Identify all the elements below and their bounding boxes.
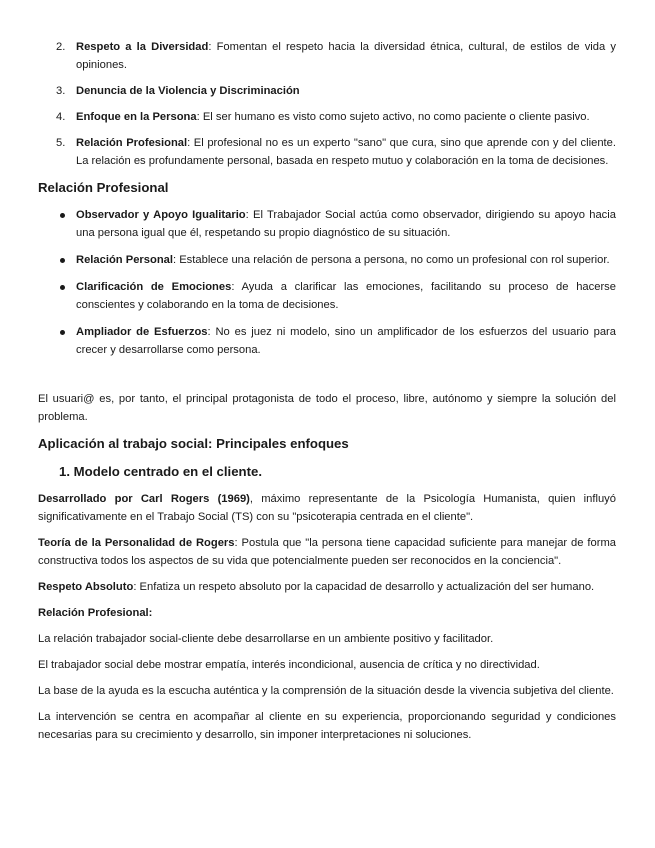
subsection-title: Modelo centrado en el cliente. xyxy=(73,464,262,479)
item-text: : El Trabajador Social actúa como observador, dirigiendo su apoyo hacia una persona igual que él, respetando su propio diagnóstico de su situación. xyxy=(76,209,616,239)
item-term: Ampliador de Esfuerzos xyxy=(76,326,208,338)
paragraph xyxy=(38,708,616,744)
item-term: Relación Profesional xyxy=(76,137,188,149)
principles-list xyxy=(38,38,616,170)
bullet-icon xyxy=(60,285,65,290)
paragraph-text: La intervención se centra en acompañar al cliente en su experiencia, proporcionando seguridad y condiciones necesarias para su crecimiento y desarrollo, sin imponer interpretaciones ni soluciones. xyxy=(38,711,616,741)
item-term: Observador y Apoyo Igualitario xyxy=(76,209,246,221)
item-text: : Fomentan el respeto hacia la diversidad étnica, cultural, de estilos de vida y opiniones. xyxy=(76,41,616,71)
subsection-number: 1. xyxy=(59,464,70,479)
item-number: 2. xyxy=(56,41,66,53)
item-text: : No es juez ni modelo, sino un amplificador de los esfuerzos del usuario para crecer y desarrollarse como persona. xyxy=(76,326,616,356)
paragraph-text: : Postula que "la persona tiene capacidad suficiente para manejar de forma constructiva todos los aspectos de su vida que potencialmente pueden ser reconocidos en la conciencia". xyxy=(38,537,616,567)
list-item xyxy=(38,38,616,74)
paragraph xyxy=(38,604,616,622)
list-item xyxy=(38,82,616,100)
document-body xyxy=(38,38,616,752)
paragraph-text: El trabajador social debe mostrar empatía, interés incondicional, ausencia de crítica y no directividad. xyxy=(38,659,540,671)
paragraph-text: La relación trabajador social-cliente debe desarrollarse en un ambiente positivo y facilitador. xyxy=(38,633,494,645)
paragraph-term: Teoría de la Personalidad de Rogers xyxy=(38,537,235,549)
item-term: Clarificación de Emociones xyxy=(76,281,232,293)
list-item xyxy=(38,134,616,170)
paragraph xyxy=(38,656,616,674)
paragraph xyxy=(38,490,616,526)
paragraph xyxy=(38,534,616,570)
paragraph xyxy=(38,578,616,596)
item-term: Denuncia de la Violencia y Discriminación xyxy=(76,85,300,97)
item-text: : El ser humano es visto como sujeto activo, no como paciente o cliente pasivo. xyxy=(196,111,590,123)
list-item xyxy=(38,278,616,314)
item-term: Respeto a la Diversidad xyxy=(76,41,209,53)
subsection-heading xyxy=(38,462,616,482)
bullet-icon xyxy=(60,258,65,263)
list-item xyxy=(38,108,616,126)
section-heading: Aplicación al trabajo social: Principales enfoques xyxy=(38,436,349,451)
paragraph xyxy=(38,630,616,648)
section-heading: Relación Profesional xyxy=(38,180,169,195)
item-term: Relación Personal xyxy=(76,254,173,266)
bullet-list xyxy=(38,206,616,359)
item-number: 3. xyxy=(56,85,66,97)
paragraph-text: : Enfatiza un respeto absoluto por la capacidad de desarrollo y actualización del ser humano. xyxy=(133,581,595,593)
item-term: Enfoque en la Persona xyxy=(76,111,197,123)
list-item xyxy=(38,251,616,269)
paragraph xyxy=(38,682,616,700)
paragraph-term: Respeto Absoluto xyxy=(38,581,134,593)
bullet-icon xyxy=(60,330,65,335)
bullet-icon xyxy=(60,213,65,218)
list-item xyxy=(38,206,616,242)
list-item xyxy=(38,323,616,359)
summary-paragraph: El usuari@ es, por tanto, el principal protagonista de todo el proceso, libre, autónomo y siempre la solución del problema. xyxy=(38,393,616,423)
paragraph-term: Desarrollado por Carl Rogers (1969) xyxy=(38,493,250,505)
item-number: 5. xyxy=(56,137,66,149)
item-number: 4. xyxy=(56,111,66,123)
paragraph-term: Relación Profesional: xyxy=(38,607,153,619)
paragraph-text: La base de la ayuda es la escucha auténtica y la comprensión de la situación desde la vivencia subjetiva del cliente. xyxy=(38,685,614,697)
item-text: : Ayuda a clarificar las emociones, facilitando su proceso de hacerse conscientes y colaborando en la toma de decisiones. xyxy=(76,281,616,311)
paragraph-text: , máximo representante de la Psicología Humanista, quien influyó significativamente en el Trabajo Social (TS) con su "psicoterapia centrada en el cliente". xyxy=(38,493,616,523)
item-text: : El profesional no es un experto "sano" que cura, sino que aprende con y del cliente. La relación es profundamente personal, basada en respeto mutuo y colaboración en la toma de decisiones. xyxy=(76,137,616,167)
item-text: : Establece una relación de persona a persona, no como un profesional con rol superior. xyxy=(173,254,610,266)
